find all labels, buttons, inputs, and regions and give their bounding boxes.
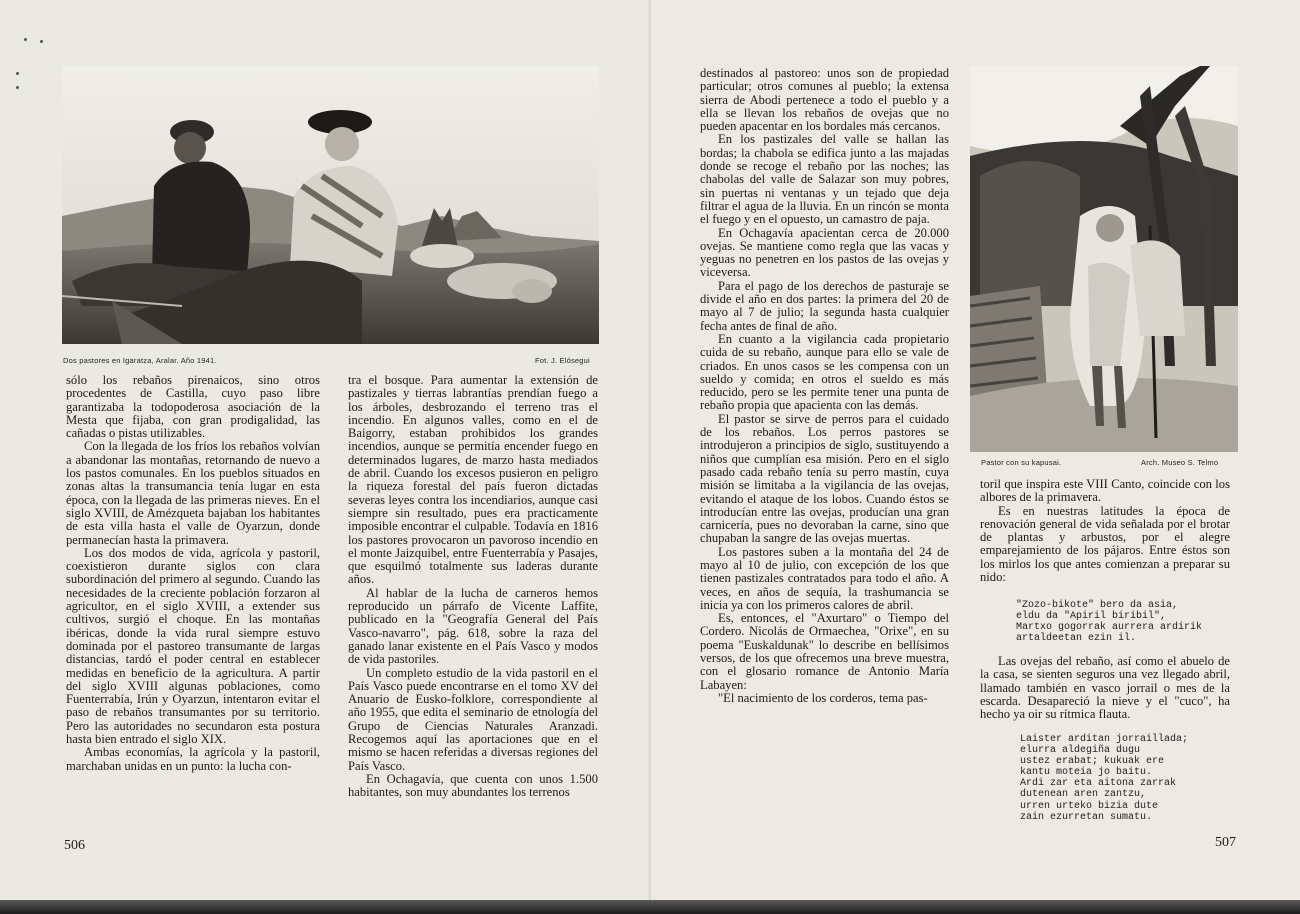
paragraph: tra el bosque. Para aumentar la extensión de pastizales y tierras labrantías prendían fuego a los árboles, desbrozando el terreno tras el incendio. En algunos valles, como en el de Baigorry, estaban prohibidos los grandes incendios, aunque se permitía encender fuego en determinados lugares, de marzo hasta mediados de abril. Cuando los excesos pusieron en peligro la riqueza forestal del país fueron dictadas severas leyes contra los incendiarios, aunque casi siempre sin resultado, pues era practicamente imposible encontrar el culpable. Todavía en 1816 los pastores provocaron un pavoroso incendio en el monte Jaizquibel, entre Fuenterrabía y Pasajes, que esquilmó totalmente sus laderas durante años. (348, 373, 598, 587)
paragraph: Las ovejas del rebaño, así como el abuelo de la casa, se sienten seguros una vez llegado abril, llamado también en vasco jorrail o mes de la escarda. Desapareció la nieve y el "cuco", ha hecho ya oir su rítmica flauta. (980, 654, 1230, 722)
paragraph: Con la llegada de los fríos los rebaños volvían a abandonar las montañas, retornando de nuevo a los pastos comunales. En los pueblos situados en zonas altas la transumancia tenía lugar en esta época, con la llegada de las primeras nieves. En el siglo XVIII, de Amézqueta bajaban los habitantes de esta villa hasta el valle de Oyarzun, donde permanecían hasta la primavera. (66, 439, 320, 547)
margin-mark (24, 38, 27, 41)
page-number: 507 (1215, 835, 1236, 850)
photo-credit: Arch. Museo S. Telmo (1141, 458, 1219, 467)
photo-caption: Dos pastores en Igaratza, Aralar. Año 1941. (63, 356, 217, 365)
photo-two-shepherds (62, 66, 599, 344)
poem-verse: "Zozo-bikote" bero da asia, eldu da "Apiril biribil", Martxo gogorrak aurrera ardirik artaldeetan ezin il. (1016, 600, 1203, 645)
photo-shepherd-kapusai (970, 66, 1238, 452)
paragraph: sólo los rebaños pirenaicos, sino otros procedentes de Castilla, cuyo paso libre garantizaba la todopoderosa asociación de la Mesta que fijaba, con gran prodigalidad, las cañadas o pistas utilizables. (66, 373, 320, 441)
paragraph: Es, entonces, el "Axurtaro" o Tiempo del Cordero. Nicolás de Ormaechea, "Orixe", en su poema "Euskaldunak" lo describe en bellísimos versos, de los que ofrecemos una breve muestra, con el glosario romance de Antonio María Labayen: (700, 611, 949, 692)
photo-credit: Fot. J. Elósegui (535, 356, 590, 365)
margin-mark (16, 72, 19, 75)
paragraph: Los dos modos de vida, agrícola y pastoril, coexistieron durante siglos con clara subordinación del primero al segundo. Cuando las necesidades de la creciente población forzaron al agricultor, en el siglo XVIII, a extender sus cultivos, surgió el choque. En las montañas ibéricas, donde la vida rural siempre estuvo dominada por el pastoreo transumante de largas distancias, tardó el poder central en establecer medidas en beneficio de la agricultura. A partir del siglo XVIII algunas poblaciones, como Fuenterrabía, Irún y Oyarzun, intentaron evitar el paso de rebaños transumantes por su territorio. Pero las autoridades no secundaron esta postura hasta bien entrado el siglo XIX. (66, 545, 320, 747)
paragraph: Al hablar de la lucha de carneros hemos reproducido un párrafo de Vicente Laffite, publicado en la "Geografía General del País Vasco-navarro", pág. 618, sobre la raza del ganado lanar existente en el País Vasco y modos de vida pastoriles. (348, 585, 598, 667)
paragraph: En cuanto a la vigilancia cada propietario cuida de su rebaño, aunque para ello se vale de criados. En unos casos se les compensa con un sueldo y comida; en otros el sueldo es más reducido, pero se les permite tener una punta de rebaño propia que apacienta con las demás. (700, 331, 949, 413)
book-bottom-edge (0, 900, 1300, 914)
paragraph: En Ochagavía apacientan cerca de 20.000 ovejas. Se mantiene como regla que las vacas y yeguas no penetren en los pastos de las ovejas y viceversa. (700, 225, 949, 280)
paragraph: Es en nuestras latitudes la época de renovación general de vida señalada por el brotar de plantas y arbustos, por el alegre emparejamiento de los pájaros. Entre éstos son los mirlos los que antes comienzan a preparar su nido: (980, 503, 1230, 585)
text-column-4b (980, 655, 1230, 721)
paragraph: En Ochagavía, que cuenta con unos 1.500 habitantes, son muy abundantes los terrenos (348, 771, 598, 800)
photo-caption: Pastor con su kapusai. (981, 458, 1062, 467)
paragraph: En los pastizales del valle se hallan las bordas; la chabola se edifica junto a las majadas donde se recoge el rebaño por las noches; las chabolas del valle de Salazar son muy pobres, sin puertas ni ventanas y un tejado que deja filtrar el agua de la lluvia. En un rincón se monta el fuego y en el opuesto, un camastro de paja. (700, 132, 949, 227)
right-page (651, 0, 1300, 902)
paragraph: Para el pago de los derechos de pasturaje se divide el año en dos partes: la primera del 20 de mayo al 7 de julio; la segunda hasta cualquier fecha antes de final de año. (700, 278, 949, 333)
paragraph: El pastor se sirve de perros para el cuidado de los rebaños. Los perros pastores se introdujeron a principios de siglo, sustituyendo a niños que cumplían esa misión. Pero en el siglo pasado cada rebaño tenía su perro mastín, cuya misión se limitaba a la vigilancia de las ovejas, evitando el ataque de los lobos. Cuando éstos se introducían entre las ovejas, producían una gran carnicería, pues no devoraban la carne, sino que chupaban la sangre de las ovejas muertas. (700, 411, 949, 546)
text-column-2 (348, 374, 598, 800)
left-page (0, 0, 651, 902)
text-column-3 (700, 67, 949, 705)
margin-mark (40, 40, 43, 43)
paragraph: toril que inspira este VIII Canto, coincide con los albores de la primavera. (980, 477, 1230, 505)
paragraph: Los pastores suben a la montaña del 24 de mayo al 10 de julio, con excepción de los que tienen pastizales contratados para todo el año. A veces, en años de sequía, la trashumancia se inicia ya con los primeros calores de abril. (700, 544, 949, 612)
margin-mark (16, 86, 19, 89)
paragraph: Un completo estudio de la vida pastoril en el País Vasco puede encontrarse en el tomo XV del Anuario de Eusko-folklore, correspondiente al año 1955, que edita el seminario de etnología del Grupo de Ciencias Naturales Aranzadi. Recogemos aquí las aportaciones que en el mismo se hacen referidas a diversas regiones del País Vasco. (348, 665, 598, 773)
paragraph: "El nacimiento de los corderos, tema pas- (718, 690, 928, 705)
page-number: 506 (64, 838, 85, 853)
text-column-1 (66, 374, 320, 773)
poem-verse: Laister arditan jorraillada; elurra aldegiña dugu ustez erabat; kukuak ere kantu moteia jo baitu. Ardi zar eta aitona zarrak dutenean aren zantzu, urren urteko bizia dute zain ezurretan sumatu. (1020, 734, 1189, 823)
paragraph: Ambas economías, la agrícola y la pastoril, marchaban unidas en un punto: la lucha con- (66, 745, 320, 773)
paragraph: destinados al pastoreo: unos son de propiedad particular; otros comunes al pueblo; la extensa sierra de Abodi pertenece a todo el pueblo y a ella se llevan los rebaños de ovejas que no pueden apacentar en los bordales más cercanos. (700, 66, 949, 134)
text-column-4 (980, 478, 1230, 584)
